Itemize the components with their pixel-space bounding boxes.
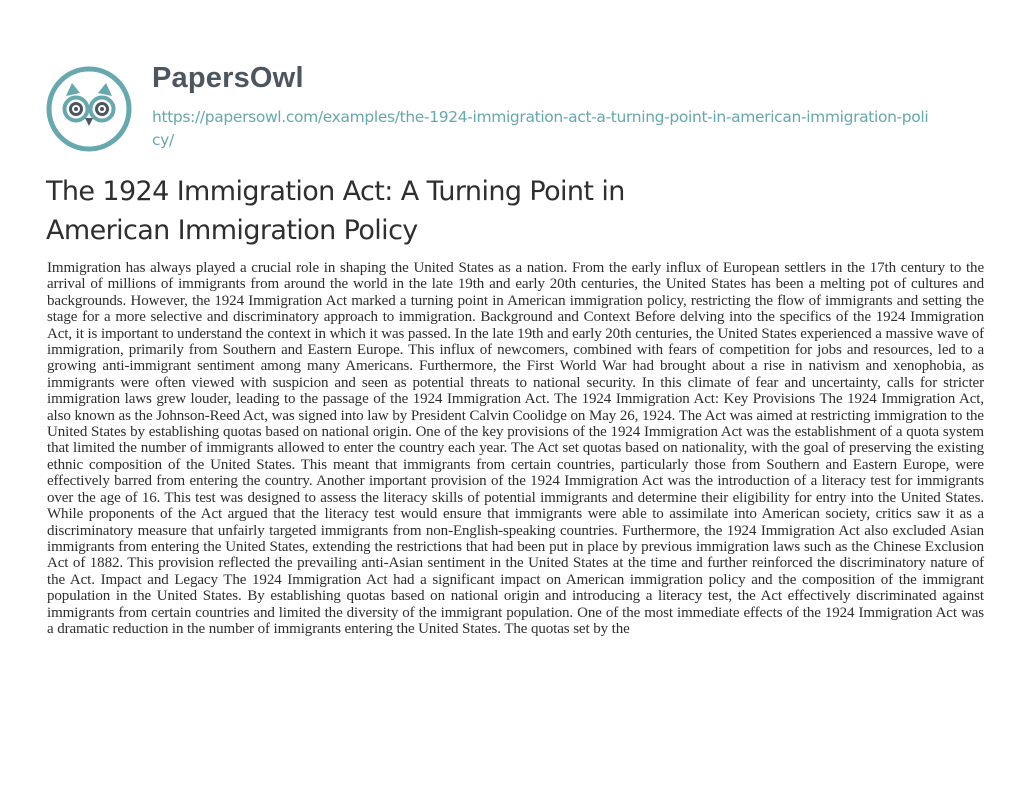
brand-name[interactable]: PapersOwl xyxy=(152,62,304,94)
article-body: Immigration has always played a crucial role in shaping the United States as a nation. From the early influx of European settlers in the 17th century to the arrival of millions of immigrants from around the world in the late 19th and early 20th centuries, the United States has been a melting pot of cultures and backgrounds. However, the 1924 Immigration Act marked a turning point in American immigration policy, restricting the flow of immigrants and setting the stage for a more selective and discriminatory approach to immigration. Background and Context Before delving into the specifics of the 1924 Immigration Act, it is important to understand the context in which it was passed. In the late 19th and early 20th centuries, the United States experienced a massive wave of immigration, primarily from Southern and Eastern Europe. This influx of newcomers, combined with fears of competition for jobs and resources, led to a growing anti-immigrant sentiment among many Americans. Furthermore, the First World War had brought about a rise in nativism and xenophobia, as immigrants were often viewed with suspicion and seen as potential threats to national security. In this climate of fear and uncertainty, calls for stricter immigration laws grew louder, leading to the passage of the 1924 Immigration Act. The 1924 Immigration Act: Key Provisions The 1924 Immigration Act, also known as the Johnson-Reed Act, was signed into law by President Calvin Coolidge on May 26, 1924. The Act was aimed at restricting immigration to the United States by establishing quotas based on national origin. One of the key provisions of the 1924 Immigration Act was the establishment of a quota system that limited the number of immigrants allowed to enter the country each year. The Act set quotas based on nationality, with the goal of preserving the existing ethnic composition of the United States. This meant that immigrants from certain countries, particularly those from Southern and Eastern Europe, were effectively barred from entering the country. Another important provision of the 1924 Immigration Act was the introduction of a literacy test for immigrants over the age of 16. This test was designed to assess the literacy skills of potential immigrants and determine their eligibility for entry into the United States. While proponents of the Act argued that the literacy test would ensure that immigrants were able to assimilate into American society, critics saw it as a discriminatory measure that unfairly targeted immigrants from non-English-speaking countries. Furthermore, the 1924 Immigration Act also excluded Asian immigrants from entering the United States, extending the restrictions that had been put in place by previous immigration laws such as the Chinese Exclusion Act of 1882. This provision reflected the prevailing anti-Asian sentiment in the United States at the time and further reinforced the discriminatory nature of the Act. Impact and Legacy The 1924 Immigration Act had a significant impact on American immigration policy and the composition of the immigrant population in the United States. By establishing quotas based on national origin and introducing a literacy test, the Act effectively discriminated against immigrants from certain countries and limited the diversity of the immigrant population. One of the most immediate effects of the 1924 Immigration Act was a dramatic reduction in the number of immigrants entering the United States. The quotas set by the xyxy=(47,260,984,637)
source-url-link[interactable]: https://papersowl.com/examples/the-1924-immigration-act-a-turning-point-in-american-immigration-policy/ xyxy=(152,108,929,149)
article-title: The 1924 Immigration Act: A Turning Point in American Immigration Policy xyxy=(46,176,625,246)
site-header xyxy=(46,54,986,154)
owl-logo-icon[interactable] xyxy=(46,66,132,152)
